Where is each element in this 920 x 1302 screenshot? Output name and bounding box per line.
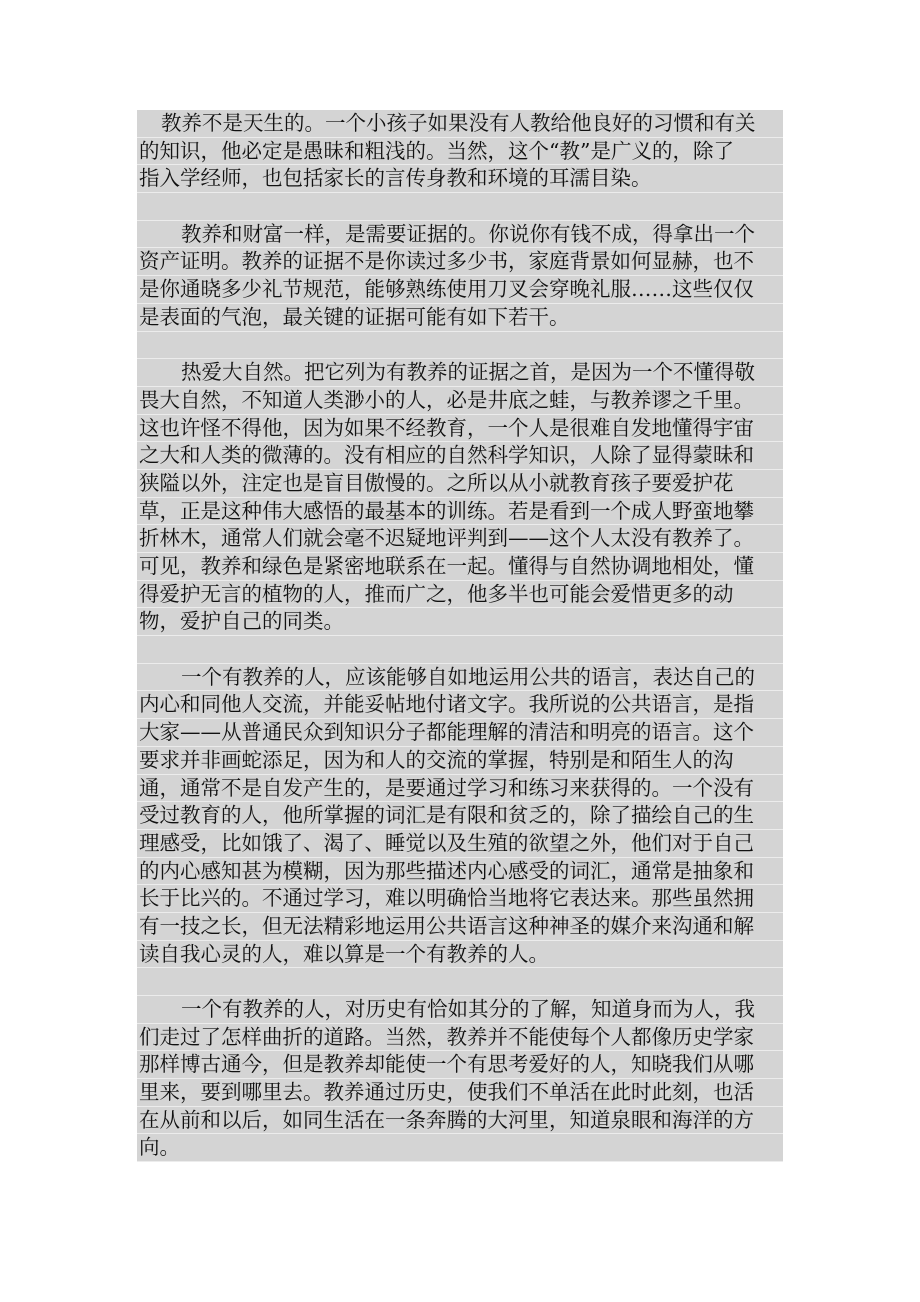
text-line: 向。: [137, 1134, 783, 1162]
text-line: 折林木，通常人们就会毫不迟疑地评判到——这个人太没有教养了。: [137, 525, 783, 553]
text-line: 受过教育的人，他所掌握的词汇是有限和贫乏的，除了描绘自己的生: [137, 802, 783, 830]
text-line: 有一技之长，但无法精彩地运用公共语言这种神圣的媒介来沟通和解: [137, 913, 783, 941]
text-line: 可见，教养和绿色是紧密地联系在一起。懂得与自然协调地相处，懂: [137, 553, 783, 581]
text-line: 读自我心灵的人，难以算是一个有教养的人。: [137, 941, 783, 969]
text-line: 热爱大自然。把它列为有教养的证据之首，是因为一个不懂得敬: [137, 359, 783, 387]
blank-line: [137, 968, 783, 996]
text-line: 那样博古通今，但是教养却能使一个有思考爱好的人，知晓我们从哪: [137, 1051, 783, 1079]
text-line: 要求并非画蛇添足，因为和人的交流的掌握，特别是和陌生人的沟: [137, 747, 783, 775]
text-line: 之大和人类的微薄的。没有相应的自然科学知识，人除了显得蒙昧和: [137, 442, 783, 470]
text-line: 们走过了怎样曲折的道路。当然，教养并不能使每个人都像历史学家: [137, 1024, 783, 1052]
text-line: 指入学经师，也包括家长的言传身教和环境的耳濡目染。: [137, 165, 783, 193]
text-line: 里来，要到哪里去。教养通过历史，使我们不单活在此时此刻，也活: [137, 1079, 783, 1107]
text-line: 教养和财富一样，是需要证据的。你说你有钱不成，得拿出一个: [137, 221, 783, 249]
text-line: 是你通晓多少礼节规范，能够熟练使用刀叉会穿晚礼服……这些仅仅: [137, 276, 783, 304]
text-line: 理感受，比如饿了、渴了、睡觉以及生殖的欲望之外，他们对于自己: [137, 830, 783, 858]
text-line: 一个有教养的人，应该能够自如地运用公共的语言，表达自己的: [137, 664, 783, 692]
text-line: 资产证明。教养的证据不是你读过多少书，家庭背景如何显赫，也不: [137, 248, 783, 276]
text-line: 通，通常不是自发产生的，是要通过学习和练习来获得的。一个没有: [137, 775, 783, 803]
text-line: 大家——从普通民众到知识分子都能理解的清洁和明亮的语言。这个: [137, 719, 783, 747]
text-line: 长于比兴的。不通过学习，难以明确恰当地将它表达来。那些虽然拥: [137, 885, 783, 913]
text-line: 在从前和以后，如同生活在一条奔腾的大河里，知道泉眼和海洋的方: [137, 1107, 783, 1135]
text-line: 物，爱护自己的同类。: [137, 608, 783, 636]
text-line: 是表面的气泡，最关键的证据可能有如下若干。: [137, 304, 783, 332]
text-line: 得爱护无言的植物的人，推而广之，他多半也可能会爱惜更多的动: [137, 581, 783, 609]
article-body: [137, 110, 783, 1162]
blank-line: [137, 332, 783, 360]
blank-line: [137, 636, 783, 664]
blank-line: [137, 193, 783, 221]
text-line: 一个有教养的人，对历史有恰如其分的了解，知道身而为人，我: [137, 996, 783, 1024]
text-line: 的知识，他必定是愚昧和粗浅的。当然，这个“教”是广义的，除了: [137, 138, 783, 166]
text-line: 狭隘以外，注定也是盲目傲慢的。之所以从小就教育孩子要爱护花: [137, 470, 783, 498]
text-line: 畏大自然，不知道人类渺小的人，必是井底之蛙，与教养谬之千里。: [137, 387, 783, 415]
text-line: 内心和同他人交流，并能妥帖地付诸文字。我所说的公共语言，是指: [137, 691, 783, 719]
text-line: 草，正是这种伟大感悟的最基本的训练。若是看到一个成人野蛮地攀: [137, 498, 783, 526]
text-line: 的内心感知甚为模糊，因为那些描述内心感受的词汇，通常是抽象和: [137, 858, 783, 886]
text-line: 教养不是天生的。一个小孩子如果没有人教给他良好的习惯和有关: [137, 110, 783, 138]
text-line: 这也许怪不得他，因为如果不经教育，一个人是很难自发地懂得宇宙: [137, 415, 783, 443]
